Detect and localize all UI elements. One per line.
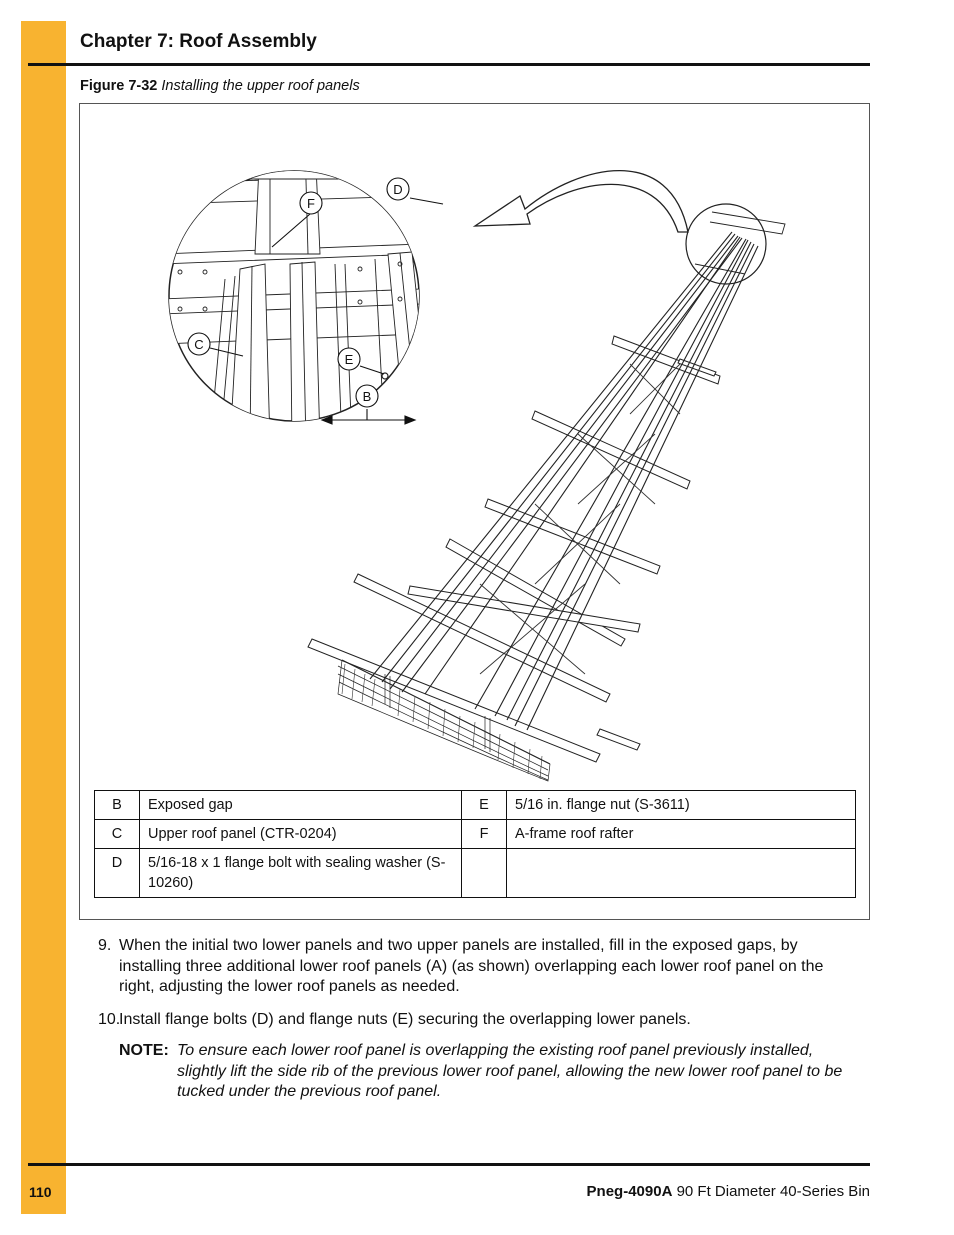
legend-key: F bbox=[462, 820, 507, 849]
legend-key: E bbox=[462, 791, 507, 820]
upper-roof-panels bbox=[370, 232, 758, 730]
callout-e: E bbox=[344, 352, 354, 367]
document-id: Pneg-4090A bbox=[586, 1183, 673, 1200]
legend-description bbox=[507, 849, 856, 898]
legend-description: Upper roof panel (CTR-0204) bbox=[140, 820, 462, 849]
page-number: 110 bbox=[29, 1184, 52, 1200]
table-row bbox=[95, 791, 856, 820]
footer-rule bbox=[28, 1163, 870, 1166]
table-row bbox=[95, 820, 856, 849]
callout-f: F bbox=[307, 196, 315, 211]
header-rule bbox=[28, 63, 870, 66]
step-text: Install flange bolts (D) and flange nuts (E) securing the overlapping lower panels. bbox=[119, 1010, 691, 1028]
note-text: To ensure each lower roof panel is overlapping the existing roof panel previously installed, slightly lift the side rib of the previous lower roof panel, allowing the new lower roof panel to be tucked under the previous roof panel. bbox=[177, 1042, 843, 1100]
figure-caption bbox=[80, 78, 360, 94]
legend-key: D bbox=[95, 849, 140, 898]
chapter-color-bar bbox=[21, 21, 66, 1214]
figure-number: Figure 7-32 bbox=[80, 78, 158, 94]
magnified-view bbox=[160, 134, 450, 444]
instruction-steps bbox=[98, 936, 863, 1103]
legend-key: C bbox=[95, 820, 140, 849]
callout-d: D bbox=[393, 182, 403, 197]
document-title: 90 Ft Diameter 40-Series Bin bbox=[676, 1183, 870, 1200]
roof-panel-illustration bbox=[80, 104, 869, 784]
detail-arrow bbox=[475, 171, 688, 232]
legend-description: 5/16-18 x 1 flange bolt with sealing washer (S-10260) bbox=[140, 849, 462, 898]
figure-title: Installing the upper roof panels bbox=[161, 78, 360, 94]
list-item bbox=[98, 936, 863, 998]
step-number: 10. bbox=[98, 1010, 121, 1028]
chapter-title: Chapter 7: Roof Assembly bbox=[80, 31, 317, 52]
legend-table bbox=[94, 790, 856, 898]
legend-key: B bbox=[95, 791, 140, 820]
callout-b: B bbox=[362, 389, 372, 404]
note-label: NOTE: bbox=[119, 1042, 169, 1059]
table-row bbox=[95, 849, 856, 898]
legend-description: Exposed gap bbox=[140, 791, 462, 820]
step-text: When the initial two lower panels and two upper panels are installed, fill in the exposed gaps, by installing three additional lower roof panels (A) (as shown) overlapping each lower roof panel on the right, adjusting the lower roof panels as needed. bbox=[119, 937, 824, 995]
list-item bbox=[98, 1010, 863, 1031]
callout-c: C bbox=[194, 337, 204, 352]
step-number: 9. bbox=[98, 937, 112, 954]
footer-document bbox=[587, 1183, 870, 1200]
note bbox=[98, 1041, 863, 1103]
legend-description: A-frame roof rafter bbox=[507, 820, 856, 849]
legend-key bbox=[462, 849, 507, 898]
legend-description: 5/16 in. flange nut (S-3611) bbox=[507, 791, 856, 820]
